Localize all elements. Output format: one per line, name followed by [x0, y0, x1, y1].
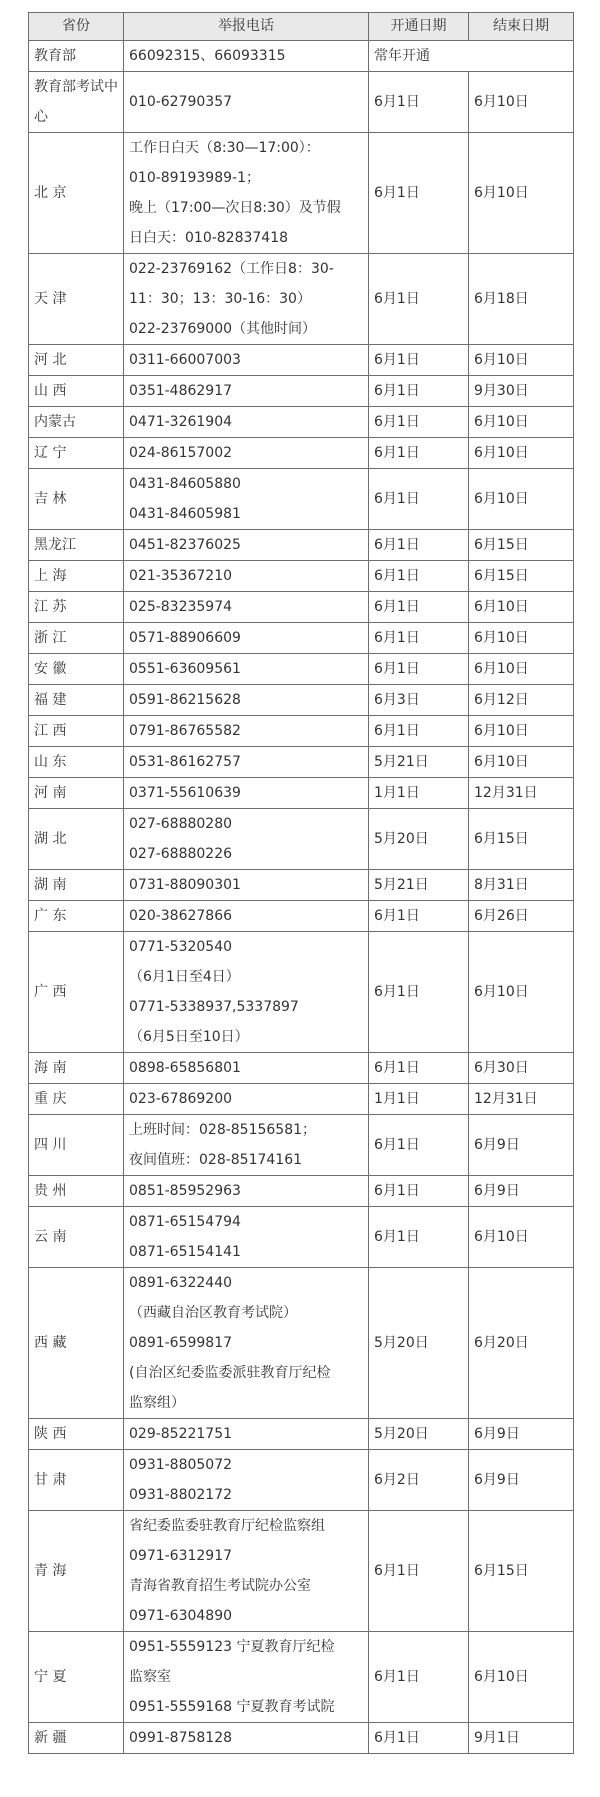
table-row — [29, 809, 574, 870]
phone-line: 0551-63609561 — [129, 661, 241, 677]
province-cell: 广 东 — [29, 901, 124, 932]
start-date-cell: 6月1日 — [369, 407, 469, 438]
phone-line: 工作日白天（8:30—17:00）： — [129, 140, 320, 156]
table-row — [29, 1115, 574, 1176]
phone-line: 0851-85952963 — [129, 1183, 241, 1199]
table-row — [29, 1268, 574, 1419]
table-row — [29, 254, 574, 345]
table-row — [29, 376, 574, 407]
table-row — [29, 778, 574, 809]
phone-cell — [124, 901, 369, 932]
phone-line: 监察组） — [129, 1395, 185, 1411]
end-date-cell: 6月10日 — [469, 469, 574, 530]
table-row — [29, 623, 574, 654]
phone-line: 029-85221751 — [129, 1426, 233, 1442]
table-body — [29, 41, 574, 1754]
phone-line: (自治区纪委监委派驻教育厅纪检 — [129, 1365, 331, 1381]
province-cell: 湖 北 — [29, 809, 124, 870]
phone-line: 11：30；13：30-16：30） — [129, 291, 311, 307]
table-row — [29, 438, 574, 469]
start-date-cell: 6月1日 — [369, 1207, 469, 1268]
start-date-cell: 5月20日 — [369, 1268, 469, 1419]
end-date-cell: 6月10日 — [469, 623, 574, 654]
phone-cell — [124, 1268, 369, 1419]
phone-line: 监察室 — [129, 1669, 171, 1685]
province-cell: 北 京 — [29, 133, 124, 254]
table-row — [29, 901, 574, 932]
phone-line: 0931-8802172 — [129, 1487, 233, 1503]
end-date-cell: 6月12日 — [469, 685, 574, 716]
phone-line: 0871-65154141 — [129, 1244, 241, 1260]
province-cell: 贵 州 — [29, 1176, 124, 1207]
phone-cell — [124, 345, 369, 376]
start-date-cell: 1月1日 — [369, 1084, 469, 1115]
start-date-cell: 6月1日 — [369, 561, 469, 592]
table-row — [29, 1084, 574, 1115]
hotline-table — [28, 12, 574, 1754]
province-cell: 海 南 — [29, 1053, 124, 1084]
phone-line: 夜间值班：028-85174161 — [129, 1152, 303, 1168]
phone-line: 省纪委监委驻教育厅纪检监察组 — [129, 1518, 325, 1534]
province-cell: 教育部考试中心 — [29, 72, 124, 133]
table-row — [29, 1632, 574, 1723]
phone-line: （6月1日至4日） — [129, 969, 240, 985]
end-date-cell: 6月10日 — [469, 345, 574, 376]
start-date-cell: 1月1日 — [369, 778, 469, 809]
phone-line: 0431-84605981 — [129, 506, 241, 522]
phone-line: 66092315、66093315 — [129, 48, 286, 64]
province-cell: 重 庆 — [29, 1084, 124, 1115]
phone-cell — [124, 1419, 369, 1450]
province-cell: 云 南 — [29, 1207, 124, 1268]
phone-line: 0971-6312917 — [129, 1548, 233, 1564]
start-date-cell: 6月1日 — [369, 1632, 469, 1723]
phone-line: 0431-84605880 — [129, 476, 241, 492]
province-cell: 陕 西 — [29, 1419, 124, 1450]
table-row — [29, 932, 574, 1053]
table-row — [29, 716, 574, 747]
start-date-cell: 6月1日 — [369, 438, 469, 469]
table-row — [29, 1053, 574, 1084]
phone-cell — [124, 654, 369, 685]
end-date-cell: 9月1日 — [469, 1723, 574, 1754]
province-cell: 天 津 — [29, 254, 124, 345]
phone-cell — [124, 778, 369, 809]
end-date-cell: 6月20日 — [469, 1268, 574, 1419]
table-row — [29, 407, 574, 438]
phone-line: 0791-86765582 — [129, 723, 241, 739]
phone-line: 0531-86162757 — [129, 754, 241, 770]
table-header-row — [29, 13, 574, 41]
end-date-cell: 6月26日 — [469, 901, 574, 932]
province-cell: 甘 肃 — [29, 1450, 124, 1511]
province-cell: 山 西 — [29, 376, 124, 407]
end-date-cell: 6月10日 — [469, 747, 574, 778]
start-date-cell: 6月1日 — [369, 623, 469, 654]
phone-cell — [124, 376, 369, 407]
phone-cell — [124, 1450, 369, 1511]
province-cell: 四 川 — [29, 1115, 124, 1176]
phone-line: 0898-65856801 — [129, 1060, 241, 1076]
province-cell: 浙 江 — [29, 623, 124, 654]
phone-line: 0471-3261904 — [129, 414, 233, 430]
phone-cell — [124, 623, 369, 654]
phone-cell — [124, 254, 369, 345]
phone-line: 0571-88906609 — [129, 630, 241, 646]
phone-line: 023-67869200 — [129, 1091, 233, 1107]
table-row — [29, 1511, 574, 1632]
end-date-cell: 6月10日 — [469, 716, 574, 747]
phone-line: 027-68880226 — [129, 846, 233, 862]
province-cell: 河 北 — [29, 345, 124, 376]
end-date-cell: 6月10日 — [469, 592, 574, 623]
start-date-cell: 5月21日 — [369, 870, 469, 901]
table-row — [29, 469, 574, 530]
phone-line: 0591-86215628 — [129, 692, 241, 708]
start-date-cell: 6月1日 — [369, 592, 469, 623]
phone-cell — [124, 932, 369, 1053]
table-row — [29, 345, 574, 376]
province-cell: 湖 南 — [29, 870, 124, 901]
phone-cell — [124, 1084, 369, 1115]
start-date-cell: 6月1日 — [369, 469, 469, 530]
table-row — [29, 561, 574, 592]
start-date-cell: 5月20日 — [369, 809, 469, 870]
end-date-cell: 9月30日 — [469, 376, 574, 407]
start-date-cell: 6月1日 — [369, 1115, 469, 1176]
end-date-cell: 12月31日 — [469, 1084, 574, 1115]
phone-line: 0931-8805072 — [129, 1457, 233, 1473]
phone-line: 010-62790357 — [129, 94, 233, 110]
province-cell: 福 建 — [29, 685, 124, 716]
hotline-table-container — [28, 12, 573, 1754]
end-date-cell: 6月10日 — [469, 133, 574, 254]
province-cell: 山 东 — [29, 747, 124, 778]
phone-cell — [124, 1115, 369, 1176]
phone-line: 0951-5559123 宁夏教育厅纪检 — [129, 1639, 335, 1655]
start-date-cell: 常年开通 — [369, 41, 574, 72]
phone-cell — [124, 407, 369, 438]
phone-line: 0871-65154794 — [129, 1214, 241, 1230]
end-date-cell: 6月10日 — [469, 1207, 574, 1268]
phone-cell — [124, 1176, 369, 1207]
end-date-cell: 6月10日 — [469, 407, 574, 438]
table-row — [29, 870, 574, 901]
phone-line: 020-38627866 — [129, 908, 233, 924]
phone-line: 0891-6599817 — [129, 1335, 233, 1351]
phone-cell — [124, 685, 369, 716]
table-row — [29, 72, 574, 133]
start-date-cell: 5月20日 — [369, 1419, 469, 1450]
phone-line: 0351-4862917 — [129, 383, 233, 399]
phone-cell — [124, 41, 369, 72]
start-date-cell: 6月1日 — [369, 1176, 469, 1207]
table-row — [29, 1450, 574, 1511]
start-date-cell: 6月1日 — [369, 932, 469, 1053]
phone-line: 0371-55610639 — [129, 785, 241, 801]
phone-line: 日白天：010-82837418 — [129, 230, 289, 246]
table-row — [29, 1419, 574, 1450]
start-date-cell: 6月1日 — [369, 654, 469, 685]
phone-line: 024-86157002 — [129, 445, 233, 461]
phone-cell — [124, 72, 369, 133]
phone-line: 0771-5338937,5337897 — [129, 999, 299, 1015]
end-date-cell: 6月10日 — [469, 72, 574, 133]
header-end-date: 结束日期 — [469, 13, 574, 41]
phone-line: （西藏自治区教育考试院） — [129, 1305, 297, 1321]
table-row — [29, 747, 574, 778]
end-date-cell: 6月15日 — [469, 1511, 574, 1632]
phone-line: 0451-82376025 — [129, 537, 241, 553]
end-date-cell: 12月31日 — [469, 778, 574, 809]
table-row — [29, 1207, 574, 1268]
phone-cell — [124, 809, 369, 870]
phone-cell — [124, 1723, 369, 1754]
phone-line: 0771-5320540 — [129, 939, 233, 955]
phone-cell — [124, 1207, 369, 1268]
phone-line: 027-68880280 — [129, 816, 233, 832]
start-date-cell: 6月1日 — [369, 716, 469, 747]
phone-line: （6月5日至10日） — [129, 1029, 249, 1045]
province-cell: 新 疆 — [29, 1723, 124, 1754]
end-date-cell: 6月15日 — [469, 561, 574, 592]
start-date-cell: 6月3日 — [369, 685, 469, 716]
end-date-cell: 6月10日 — [469, 438, 574, 469]
phone-cell — [124, 1053, 369, 1084]
table-row — [29, 530, 574, 561]
phone-cell — [124, 469, 369, 530]
phone-line: 0991-8758128 — [129, 1730, 233, 1746]
phone-line: 上班时间：028-85156581； — [129, 1122, 317, 1138]
phone-cell — [124, 133, 369, 254]
table-row — [29, 1723, 574, 1754]
start-date-cell: 6月1日 — [369, 345, 469, 376]
start-date-cell: 6月1日 — [369, 133, 469, 254]
start-date-cell: 6月1日 — [369, 901, 469, 932]
table-row — [29, 654, 574, 685]
phone-cell — [124, 1632, 369, 1723]
end-date-cell: 6月15日 — [469, 809, 574, 870]
end-date-cell: 8月31日 — [469, 870, 574, 901]
end-date-cell: 6月18日 — [469, 254, 574, 345]
province-cell: 西 藏 — [29, 1268, 124, 1419]
phone-cell — [124, 592, 369, 623]
end-date-cell: 6月9日 — [469, 1176, 574, 1207]
phone-line: 025-83235974 — [129, 599, 233, 615]
end-date-cell: 6月10日 — [469, 1632, 574, 1723]
phone-cell — [124, 870, 369, 901]
phone-line: 0891-6322440 — [129, 1275, 233, 1291]
province-cell: 内蒙古 — [29, 407, 124, 438]
province-cell: 教育部 — [29, 41, 124, 72]
province-cell: 河 南 — [29, 778, 124, 809]
phone-cell — [124, 747, 369, 778]
start-date-cell: 6月1日 — [369, 376, 469, 407]
end-date-cell: 6月9日 — [469, 1419, 574, 1450]
end-date-cell: 6月10日 — [469, 654, 574, 685]
end-date-cell: 6月9日 — [469, 1450, 574, 1511]
start-date-cell: 6月1日 — [369, 72, 469, 133]
start-date-cell: 6月1日 — [369, 254, 469, 345]
province-cell: 广 西 — [29, 932, 124, 1053]
header-start-date: 开通日期 — [369, 13, 469, 41]
province-cell: 江 西 — [29, 716, 124, 747]
end-date-cell: 6月10日 — [469, 932, 574, 1053]
province-cell: 青 海 — [29, 1511, 124, 1632]
phone-line: 晚上（17:00—次日8:30）及节假 — [129, 200, 341, 216]
province-cell: 辽 宁 — [29, 438, 124, 469]
table-row — [29, 133, 574, 254]
start-date-cell: 5月21日 — [369, 747, 469, 778]
start-date-cell: 6月1日 — [369, 1723, 469, 1754]
province-cell: 安 徽 — [29, 654, 124, 685]
phone-cell — [124, 530, 369, 561]
phone-line: 022-23769000（其他时间） — [129, 321, 317, 337]
header-phone: 举报电话 — [124, 13, 369, 41]
province-cell: 宁 夏 — [29, 1632, 124, 1723]
start-date-cell: 6月1日 — [369, 1511, 469, 1632]
start-date-cell: 6月2日 — [369, 1450, 469, 1511]
table-row — [29, 592, 574, 623]
end-date-cell: 6月15日 — [469, 530, 574, 561]
end-date-cell: 6月9日 — [469, 1115, 574, 1176]
end-date-cell: 6月30日 — [469, 1053, 574, 1084]
table-row — [29, 1176, 574, 1207]
phone-line: 青海省教育招生考试院办公室 — [129, 1578, 311, 1594]
province-cell: 上 海 — [29, 561, 124, 592]
province-cell: 黑龙江 — [29, 530, 124, 561]
province-cell: 吉 林 — [29, 469, 124, 530]
table-row — [29, 41, 574, 72]
phone-line: 0311-66007003 — [129, 352, 241, 368]
phone-line: 0971-6304890 — [129, 1608, 233, 1624]
province-cell: 江 苏 — [29, 592, 124, 623]
table-row — [29, 685, 574, 716]
start-date-cell: 6月1日 — [369, 1053, 469, 1084]
phone-cell — [124, 716, 369, 747]
phone-line: 0731-88090301 — [129, 877, 241, 893]
start-date-cell: 6月1日 — [369, 530, 469, 561]
phone-cell — [124, 438, 369, 469]
phone-cell — [124, 561, 369, 592]
phone-line: 0951-5559168 宁夏教育考试院 — [129, 1699, 335, 1715]
phone-line: 021-35367210 — [129, 568, 233, 584]
header-province: 省份 — [29, 13, 124, 41]
phone-cell — [124, 1511, 369, 1632]
phone-line: 010-89193989-1； — [129, 170, 260, 186]
phone-line: 022-23769162（工作日8：30- — [129, 261, 334, 277]
